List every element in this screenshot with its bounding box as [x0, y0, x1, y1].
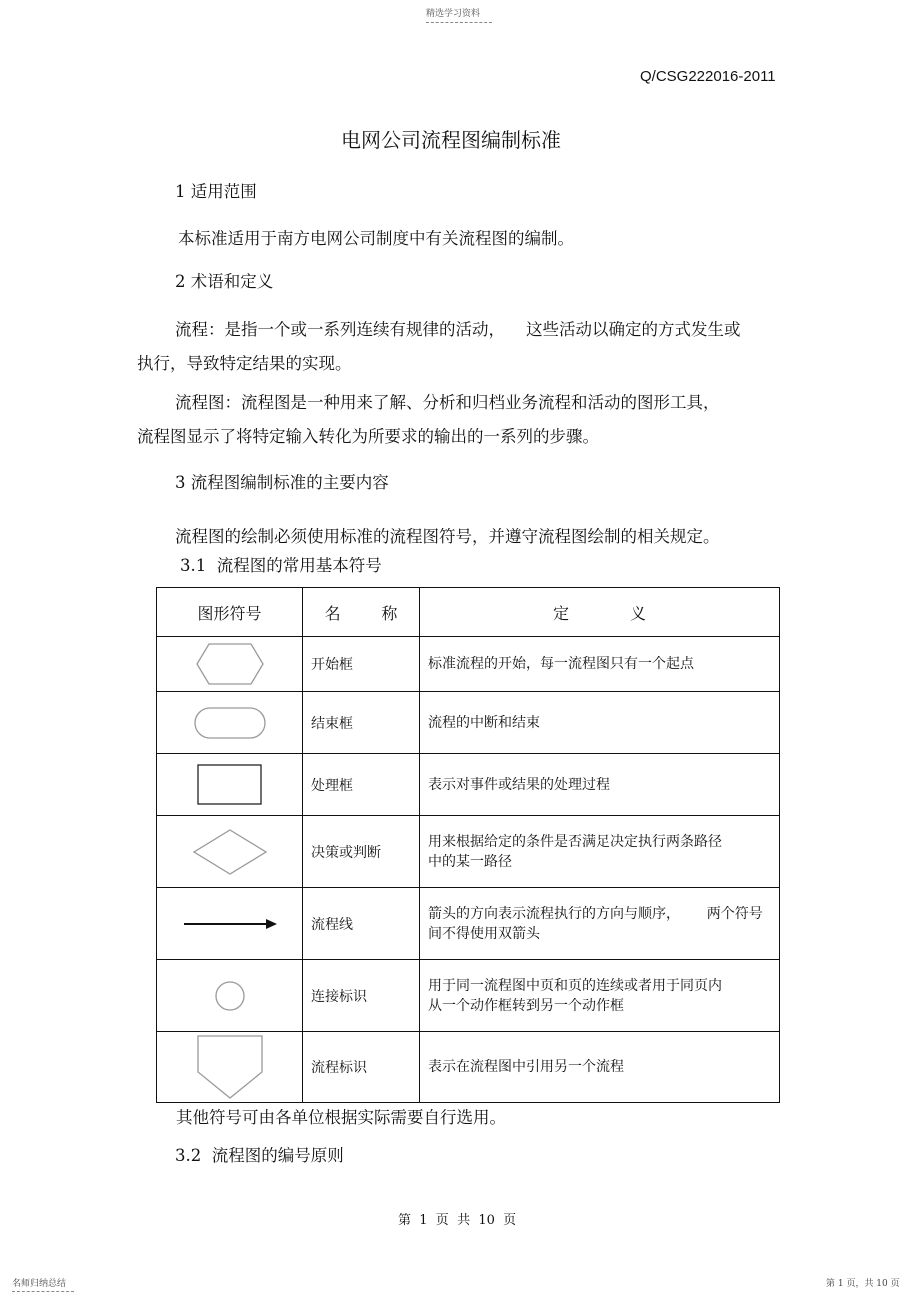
symbol-name: 流程标识 [303, 1032, 420, 1103]
symbol-definition: 表示对事件或结果的处理过程 [428, 776, 610, 793]
symbol-definition: 表示在流程图中引用另一个流程 [428, 1059, 624, 1075]
hexagon-icon [195, 642, 265, 686]
column-header: 图形符号 [157, 588, 303, 637]
watermark: 精选学习资料 [426, 9, 481, 19]
table-row [157, 960, 780, 1032]
page-number: 第 1 页 共 10 页 [398, 1213, 517, 1228]
symbol-name: 开始框 [303, 637, 420, 692]
table-row [157, 1032, 780, 1103]
table-row [157, 637, 780, 692]
paragraph: 其他符号可由各单位根据实际需要自行选用。 [176, 1108, 506, 1127]
symbol-definition: 从一个动作框转到另一个动作框 [428, 997, 624, 1014]
column-header: 名 称 [303, 588, 420, 637]
symbol-definition: 用于同一流程图中页和页的连续或者用于同页内 [428, 977, 722, 994]
symbol-definition: 流程的中断和结束 [428, 714, 540, 731]
page-title: 电网公司流程图编制标准 [341, 128, 561, 152]
subsection-heading: 3.2 流程图的编号原则 [175, 1146, 344, 1165]
symbol-definition: 箭头的方向表示流程执行的方向与顺序， 两个符号 [428, 905, 763, 922]
rectangle-icon [197, 764, 263, 806]
divider [12, 1291, 74, 1292]
divider [426, 22, 492, 23]
paragraph: 执行，导致特定结果的实现。 [137, 354, 352, 373]
page-count: 第 1 页，共 10 页 [826, 1279, 900, 1289]
table-row [157, 692, 780, 754]
diamond-icon [192, 828, 268, 876]
section-heading: 3 流程图编制标准的主要内容 [175, 473, 389, 492]
symbol-name: 处理框 [303, 754, 420, 816]
table-row [157, 816, 780, 888]
doc-code: Q/CSG222016-2011 [640, 68, 776, 85]
table-row [157, 754, 780, 816]
pentagon-icon [196, 1034, 264, 1100]
rounded-rect-icon [194, 706, 266, 740]
paragraph: 流程图显示了将特定输入转化为所要求的输出的一系列的步骤。 [137, 427, 599, 446]
arrow-icon [182, 918, 278, 930]
symbol-definition: 中的某一路径 [428, 853, 512, 870]
circle-icon [213, 979, 247, 1013]
symbol-name: 决策或判断 [303, 816, 420, 888]
symbol-name: 连接标识 [303, 960, 420, 1032]
paragraph: 流程图的绘制必须使用标准的流程图符号，并遵守流程图绘制的相关规定。 [175, 527, 720, 546]
section-heading: 2 术语和定义 [175, 272, 274, 291]
paragraph: 流程图：流程图是一种用来了解、分析和归档业务流程和活动的图形工具， [175, 393, 720, 412]
paragraph: 本标准适用于南方电网公司制度中有关流程图的编制。 [178, 229, 574, 248]
column-header: 定 义 [420, 588, 780, 637]
symbol-definition: 标准流程的开始，每一流程图只有一个起点 [428, 656, 694, 672]
symbol-definition: 间不得使用双箭头 [428, 925, 540, 942]
symbol-name: 流程线 [303, 888, 420, 960]
table-row [157, 888, 780, 960]
subsection-heading: 3.1 流程图的常用基本符号 [180, 556, 382, 575]
footer-note: 名师归纳总结 [12, 1279, 67, 1289]
symbol-table [156, 587, 780, 1103]
symbol-name: 结束框 [303, 692, 420, 754]
paragraph: 流程：是指一个或一系列连续有规律的活动， 这些活动以确定的方式发生或 [175, 320, 741, 339]
section-heading: 1 适用范围 [175, 182, 257, 201]
symbol-definition: 用来根据给定的条件是否满足决定执行两条路径 [428, 833, 722, 850]
